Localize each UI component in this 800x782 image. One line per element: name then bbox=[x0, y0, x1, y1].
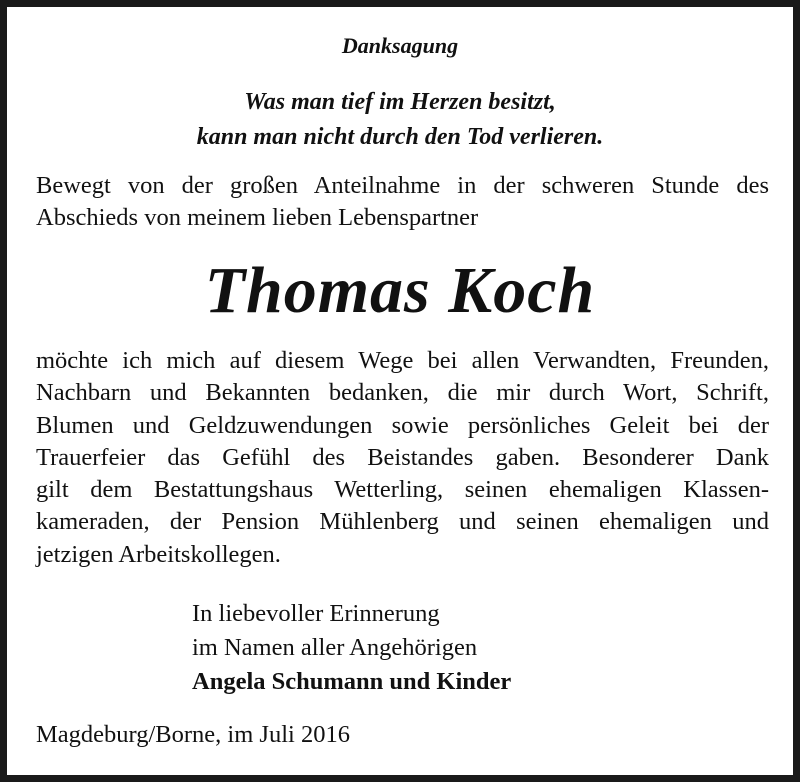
motto-line: Was man tief im Herzen besitzt, bbox=[244, 89, 556, 115]
notice-heading: Danksagung bbox=[341, 33, 459, 58]
paragraph-line: gilt dem Bestattungshaus Wetterling, seinen ehemaligen Klassen- bbox=[36, 476, 769, 504]
paragraph-line: jetzigen Arbeitskollegen. bbox=[36, 540, 281, 568]
intro-line: Abschieds von meinem lieben Lebenspartner bbox=[36, 204, 479, 231]
signer-name: Angela Schumann und Kinder bbox=[192, 668, 512, 695]
thanks-paragraph bbox=[36, 345, 769, 571]
motto-quote bbox=[7, 85, 793, 155]
motto-line: kann man nicht durch den Tod verlieren. bbox=[196, 124, 604, 150]
intro-text bbox=[36, 170, 769, 234]
signature-block bbox=[192, 597, 511, 699]
closing-line: im Namen aller Angehörigen bbox=[192, 634, 478, 661]
paragraph-line: Blumen und Geldzuwendungen sowie persönliches Geleit bei der bbox=[36, 411, 769, 439]
closing-line: In liebevoller Erinnerung bbox=[192, 600, 440, 627]
paragraph-line: Nachbarn und Bekannten bedanken, die mir durch Wort, Schrift, bbox=[36, 379, 769, 407]
paragraph-line: kameraden, der Pension Mühlenberg und seinen ehemaligen und bbox=[36, 508, 769, 536]
paragraph-line: Trauerfeier das Gefühl des Beistandes gaben. Besonderer Dank bbox=[36, 443, 769, 471]
place-date: Magdeburg/Borne, im Juli 2016 bbox=[36, 721, 350, 748]
deceased-name: Thomas Koch bbox=[204, 254, 596, 327]
paragraph-line: möchte ich mich auf diesem Wege bei allen Verwandten, Freunden, bbox=[36, 347, 769, 374]
intro-line: Bewegt von der großen Anteilnahme in der schweren Stunde des bbox=[36, 172, 769, 199]
